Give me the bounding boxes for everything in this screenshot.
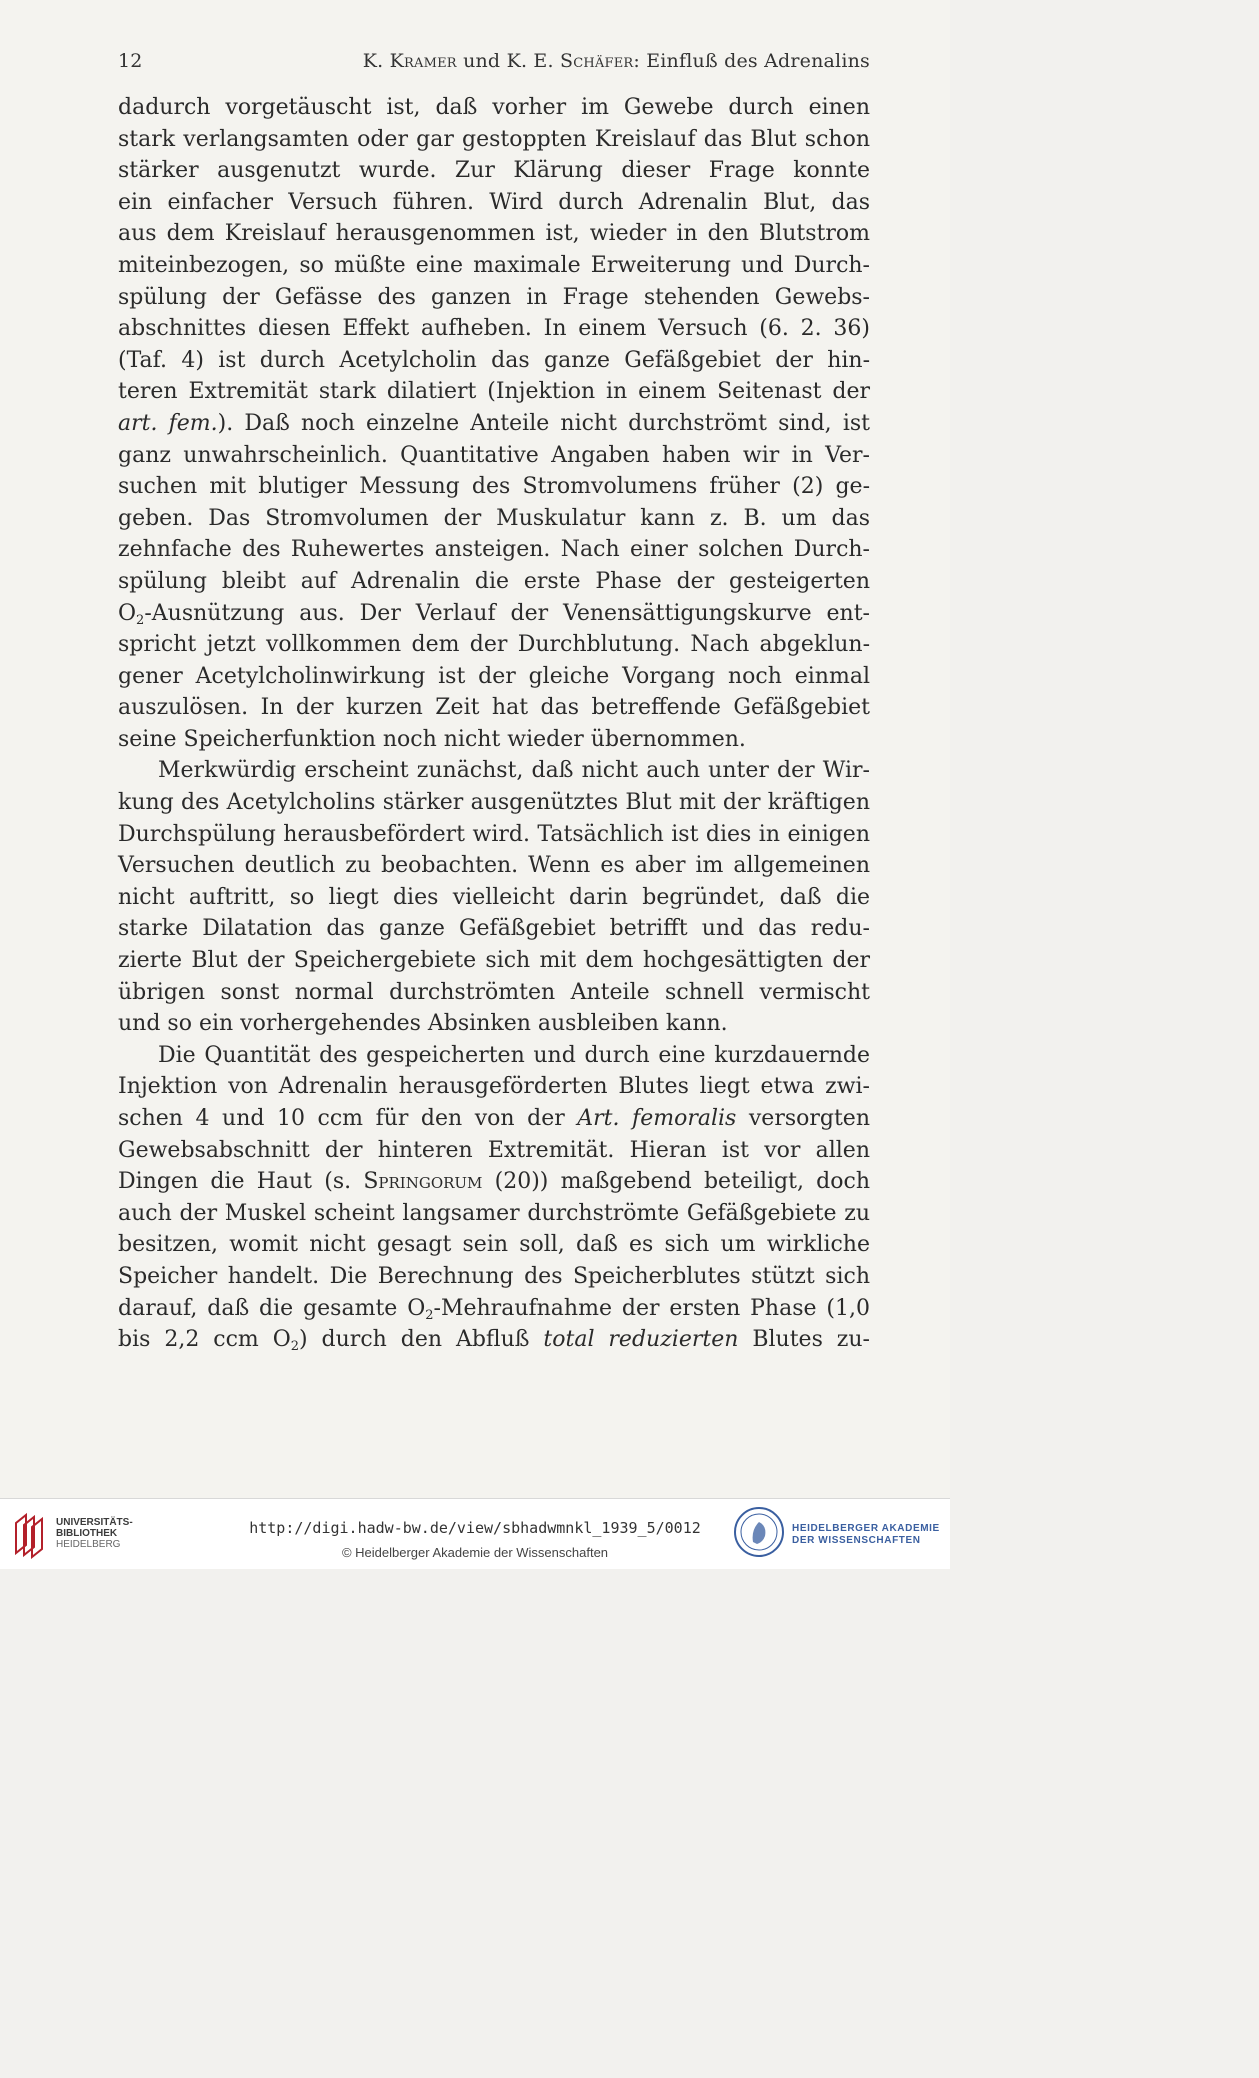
text-line: art. fem.). Daß noch einzelne Anteile nicht durchströmt sind, ist	[118, 410, 870, 436]
text-line: Versuchen deutlich zu beobachten. Wenn es aber im allgemeinen	[118, 853, 870, 879]
text-line: aus dem Kreislauf herausgenommen ist, wieder in den Blutstrom	[118, 221, 870, 247]
text-line: suchen mit blutiger Messung des Stromvolumens früher (2) ge-	[118, 474, 870, 500]
text-line: spülung der Gefässe des ganzen in Frage stehenden Gewebs-	[118, 284, 870, 310]
ub-line-2: BIBLIOTHEK	[56, 1528, 118, 1539]
text-line: Die Quantität des gespeicherten und durch eine kurzdauernde	[158, 1042, 870, 1068]
text-line: dadurch vorgetäuscht ist, daß vorher im Gewebe durch einen	[118, 95, 870, 120]
academy-seal-icon	[733, 1506, 785, 1558]
text-line: teren Extremität stark dilatiert (Injektion in einem Seitenast der	[118, 379, 870, 405]
text-line: Injektion von Adrenalin herausgeförderten Blutes liegt etwa zwi-	[118, 1074, 870, 1100]
author-schaefer: K. E. Schäfer	[506, 50, 634, 72]
academy-line-2: DER WISSENSCHAFTEN	[792, 1535, 921, 1546]
text-line: zehnfache des Ruhewertes ansteigen. Nach einer solchen Durch-	[118, 537, 870, 563]
permalink-url[interactable]: http://digi.hadw-bw.de/view/sbhadwmnkl_1939_5/0012	[249, 1519, 701, 1537]
text-line: schen 4 und 10 ccm für den von der Art. femoralis versorgten	[118, 1106, 870, 1131]
body-text	[118, 92, 870, 1356]
text-line: spricht jetzt vollkommen dem der Durchblutung. Nach abgeklun-	[118, 632, 870, 658]
text-line: darauf, daß die gesamte $O_2$-Mehraufnahme der ersten Phase (1,0	[118, 1295, 870, 1323]
text-line: auch der Muskel scheint langsamer durchströmte Gefäßgebiete zu	[118, 1200, 870, 1226]
text-line: Dingen die Haut (s. Springorum (20)) maßgebend beteiligt, doch	[118, 1169, 870, 1195]
paragraph-3	[118, 1040, 870, 1356]
footer-bar	[0, 1498, 950, 1569]
text-line: Durchspülung herausbefördert wird. Tatsächlich ist dies in einigen	[118, 821, 870, 847]
text-line: kung des Acetylcholins stärker ausgenütztes Blut mit der kräftigen	[118, 790, 870, 816]
page-number: 12	[118, 50, 143, 72]
text-line: starke Dilatation das ganze Gefäßgebiet betrifft und das redu-	[118, 916, 870, 942]
paragraph-1	[118, 92, 870, 755]
text-line: seine Speicherfunktion noch nicht wieder übernommen.	[118, 726, 746, 752]
text-line: übrigen sonst normal durchströmten Anteile schnell vermischt	[118, 979, 870, 1005]
text-line: gener Acetylcholinwirkung ist der gleiche Vorgang noch einmal	[118, 663, 870, 689]
running-head	[118, 50, 870, 72]
text-line: $O_2$-Ausnützung aus. Der Verlauf der Venensättigungskurve ent-	[118, 600, 870, 628]
text-line: ein einfacher Versuch führen. Wird durch Adrenalin Blut, das	[118, 189, 870, 215]
text-line: und so ein vorhergehendes Absinken ausbleiben kann.	[118, 1011, 728, 1037]
copyright-notice: © Heidelberger Akademie der Wissenschaften	[341, 1545, 609, 1560]
academy-name	[792, 1523, 940, 1547]
text-line: miteinbezogen, so müßte eine maximale Erweiterung und Durch-	[118, 252, 870, 278]
ub-line-1: UNIVERSITÄTS-	[56, 1517, 133, 1528]
text-line: stärker ausgenutzt wurde. Zur Klärung dieser Frage konnte	[118, 158, 870, 184]
ub-line-3: HEIDELBERG	[56, 1539, 121, 1550]
text-line: Speicher handelt. Die Berechnung des Speicherblutes stützt sich	[118, 1263, 870, 1289]
text-line: stark verlangsamten oder gar gestoppten Kreislauf das Blut schon	[118, 126, 870, 152]
text-line: abschnittes diesen Effekt aufheben. In einem Versuch (6. 2. 36)	[118, 316, 870, 342]
running-title	[363, 50, 870, 72]
text-line: Merkwürdig erscheint zunächst, daß nicht auch unter der Wir-	[158, 758, 870, 784]
text-line: bis 2,2 ccm $O_2$) durch den Abfluß total reduzierten Blutes zu-	[118, 1327, 870, 1355]
text-line: zierte Blut der Speichergebiete sich mit dem hochgesättigten der	[118, 948, 870, 974]
title-text: : Einfluß des Adrenalins	[633, 50, 870, 72]
text-line: geben. Das Stromvolumen der Muskulatur kann z. B. um das	[118, 505, 870, 531]
text-line: (Taf. 4) ist durch Acetylcholin das ganze Gefäßgebiet der hin-	[118, 347, 870, 373]
text-line: nicht auftritt, so liegt dies vielleicht darin begründet, daß die	[118, 884, 870, 910]
author-kramer: K. Kramer	[362, 50, 457, 72]
text-line: Gewebsabschnitt der hinteren Extremität. Hieran ist vor allen	[118, 1137, 870, 1163]
text-line: spülung bleibt auf Adrenalin die erste Phase der gesteigerten	[118, 568, 870, 594]
paragraph-2	[118, 755, 870, 1039]
text-line: besitzen, womit nicht gesagt sein soll, daß es sich um wirkliche	[118, 1232, 870, 1258]
und-word: und	[463, 50, 501, 72]
text-line: auszulösen. In der kurzen Zeit hat das betreffende Gefäßgebiet	[118, 695, 870, 721]
academy-line-1: HEIDELBERGER AKADEMIE	[792, 1523, 940, 1534]
text-line: ganz unwahrscheinlich. Quantitative Angaben haben wir in Ver-	[118, 442, 870, 468]
